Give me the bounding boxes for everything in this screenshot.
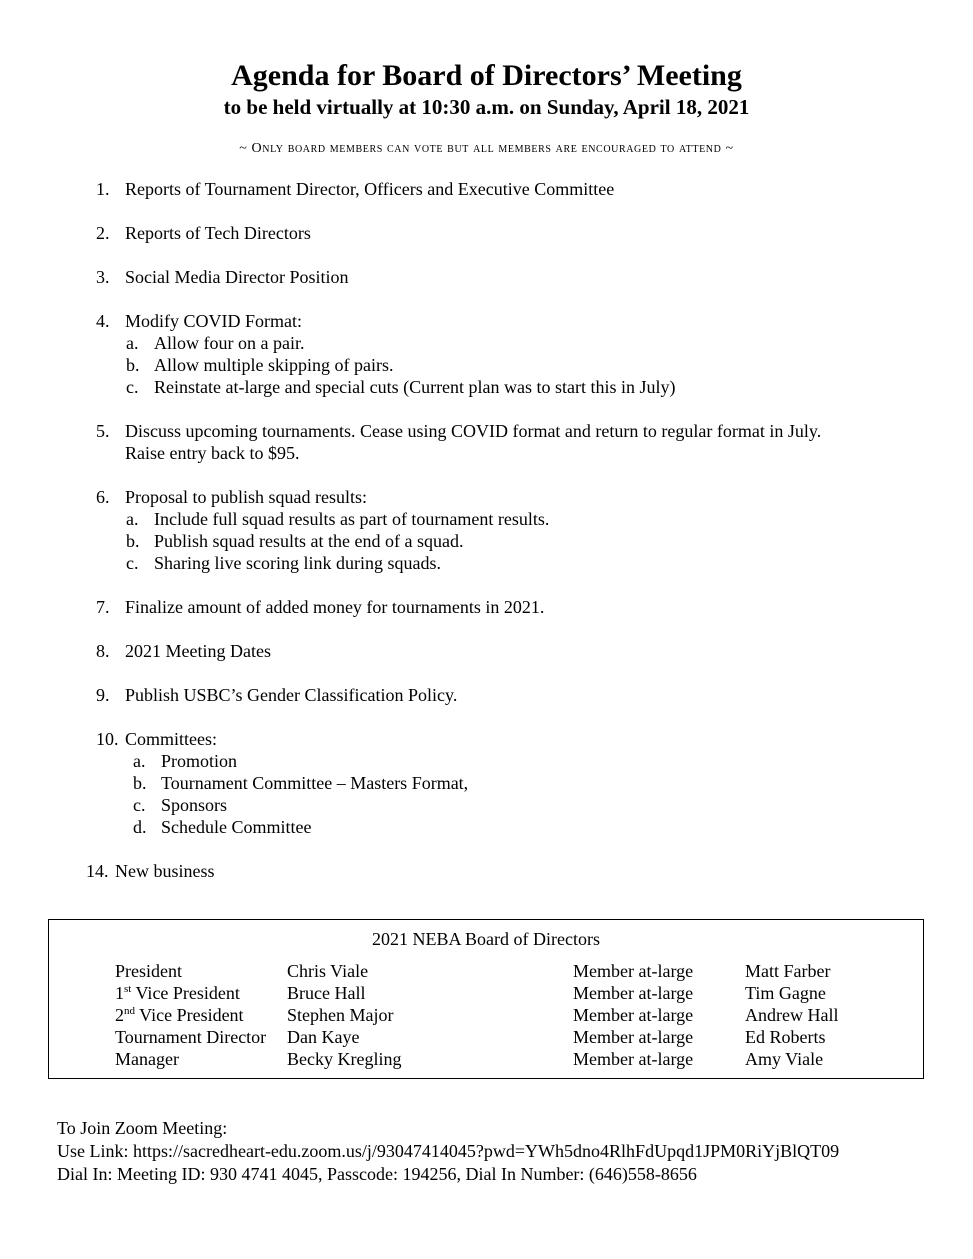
item-text: Committees: [125,729,217,749]
officer-name: Bruce Hall [287,983,366,1003]
sub-item-text: Allow multiple skipping of pairs. [154,355,394,375]
member-role: Member at-large [573,1027,694,1047]
sub-item-letter: a. [133,751,146,771]
agenda-subtitle: to be held virtually at 10:30 a.m. on Sunday, April 18, 2021 [223,95,750,119]
sub-item-letter: b. [126,355,140,375]
officer-name: Dan Kaye [287,1027,360,1047]
zoom-dialin: Dial In: Meeting ID: 930 4741 4045, Passcode: 194256, Dial In Number: (646)558-8656 [57,1164,697,1184]
board-row [49,1048,923,1070]
board-row [49,1004,923,1026]
agenda-item [0,222,973,244]
item-text: Modify COVID Format: [125,311,302,331]
item-number: 6. [96,487,110,507]
sub-item-text: Publish squad results at the end of a squad. [154,531,464,551]
sub-item [0,376,973,398]
item-text: Discuss upcoming tournaments. Cease using COVID format and return to regular format in July. [125,421,822,441]
sub-item-letter: b. [133,773,147,793]
sub-item [0,816,973,838]
agenda-item [0,310,973,398]
agenda-item [0,728,973,838]
item-continuation: Raise entry back to $95. [125,443,300,463]
sub-item-text: Reinstate at-large and special cuts (Current plan was to start this in July) [154,377,676,397]
item-number: 4. [96,311,110,331]
officer-role: Manager [115,1049,179,1069]
item-text: 2021 Meeting Dates [125,641,271,661]
sub-item [0,354,973,376]
sub-item-letter: b. [126,531,140,551]
officer-role: 1st Vice President [115,983,240,1003]
agenda-item [0,640,973,662]
item-text: Proposal to publish squad results: [125,487,367,507]
sub-item [0,772,973,794]
board-row [49,982,923,1004]
item-text: Publish USBC’s Gender Classification Policy. [125,685,458,705]
sub-item-letter: c. [126,553,139,573]
sub-item-letter: c. [133,795,146,815]
member-name: Andrew Hall [745,1005,839,1025]
sub-item-letter: a. [126,509,139,529]
item-number: 8. [96,641,110,661]
zoom-info [57,1117,839,1186]
agenda-item [0,420,973,464]
officer-role: Tournament Director [115,1027,267,1047]
sub-item [0,750,973,772]
sub-item-text: Sharing live scoring link during squads. [154,553,441,573]
agenda-list [0,178,973,904]
item-number: 2. [96,223,110,243]
agenda-item [0,178,973,200]
sub-item-text: Schedule Committee [161,817,312,837]
zoom-heading: To Join Zoom Meeting: [57,1118,228,1138]
sub-item-text: Allow four on a pair. [154,333,305,353]
item-number: 14. [86,861,109,881]
sub-item-text: Tournament Committee – Masters Format, [161,773,469,793]
sub-item-letter: c. [126,377,139,397]
item-number: 3. [96,267,110,287]
officer-name: Becky Kregling [287,1049,402,1069]
member-name: Amy Viale [745,1049,824,1069]
agenda-item [0,684,973,706]
agenda-item [0,860,973,882]
item-number: 7. [96,597,110,617]
member-role: Member at-large [573,1049,694,1069]
member-role: Member at-large [573,983,694,1003]
item-number: 1. [96,179,110,199]
sub-item [0,530,973,552]
agenda-item [0,266,973,288]
agenda-item [0,596,973,618]
member-name: Matt Farber [745,961,831,981]
item-text: New business [115,861,215,881]
sub-item-letter: a. [126,333,139,353]
officer-role: President [115,961,182,981]
board-title: 2021 NEBA Board of Directors [372,929,600,949]
voting-note: ~ Only board members can vote but all members are encouraged to attend ~ [239,141,734,156]
sub-item-text: Include full squad results as part of tournament results. [154,509,550,529]
sub-item-letter: d. [133,817,147,837]
agenda-item [0,486,973,574]
item-text: Reports of Tech Directors [125,223,311,243]
board-row [49,960,923,982]
item-number: 5. [96,421,110,441]
sub-item [0,794,973,816]
sub-item [0,508,973,530]
officer-role: 2nd Vice President [115,1005,244,1025]
sub-item [0,552,973,574]
member-name: Tim Gagne [745,983,826,1003]
board-row [49,1026,923,1048]
item-number: 9. [96,685,110,705]
officer-name: Stephen Major [287,1005,394,1025]
item-text: Finalize amount of added money for tournaments in 2021. [125,597,545,617]
sub-item-text: Promotion [161,751,238,771]
member-name: Ed Roberts [745,1027,826,1047]
item-text: Social Media Director Position [125,267,349,287]
member-role: Member at-large [573,1005,694,1025]
officer-name: Chris Viale [287,961,369,981]
sub-item [0,332,973,354]
item-text: Reports of Tournament Director, Officers and Executive Committee [125,179,615,199]
sub-item-text: Sponsors [161,795,228,815]
board-of-directors-box [48,919,924,1079]
zoom-link[interactable]: Use Link: https://sacredheart-edu.zoom.us/j/93047414045?pwd=YWh5dno4RlhFdUpqd1JPM0RiYjBlQT09 [57,1141,840,1161]
item-number: 10. [96,729,119,749]
agenda-title: Agenda for Board of Directors’ Meeting [231,59,742,92]
member-role: Member at-large [573,961,694,981]
